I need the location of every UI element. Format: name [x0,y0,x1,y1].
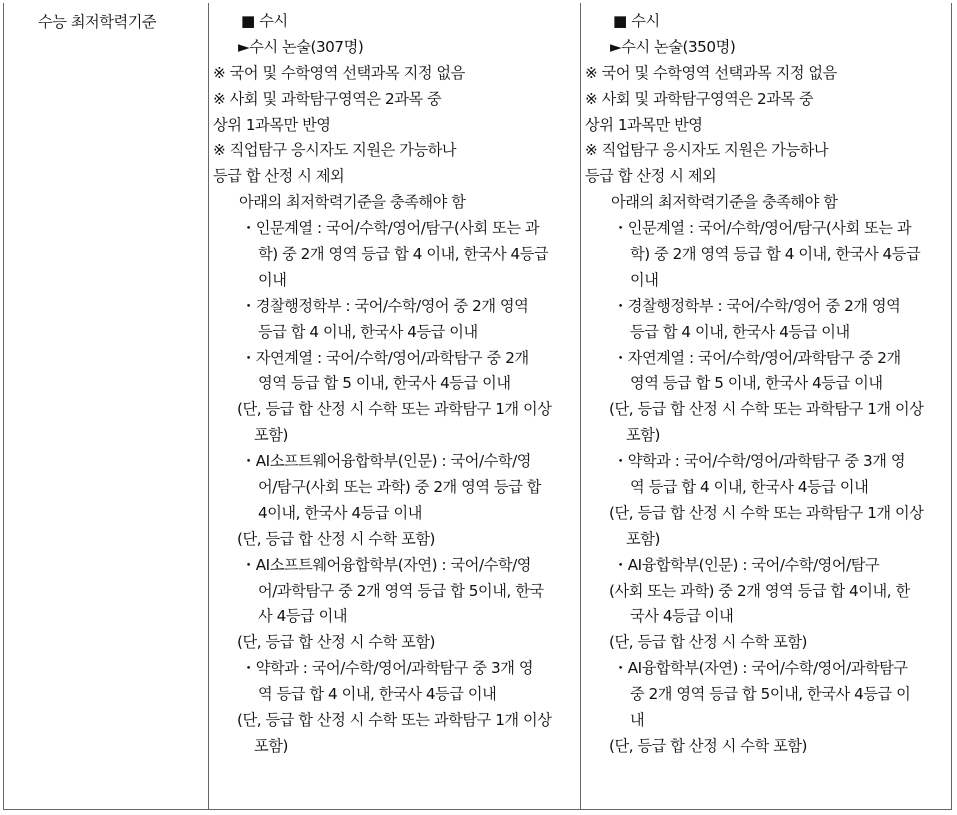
criteria-line: ・인문계열 : 국어/수학/영어/탐구(사회 또는 과 [241,219,540,238]
criteria-line: ►수시 논술(307명) [238,37,364,56]
criteria-line: ・AI융합학부(인문) : 국어/수학/영어/탐구 [613,555,880,574]
criteria-line: ※ 사회 및 과학탐구영역은 2과목 중 [585,89,814,108]
criteria-lines-left [212,9,576,760]
criteria-line: 아래의 최저학력기준을 충족해야 함 [239,193,466,212]
criteria-line: ・AI소프트웨어융합학부(자연) : 국어/수학/영 [241,555,531,574]
criteria-line: 등급 합 4 이내, 한국사 4등급 이내 [630,322,850,341]
criteria-line: (단, 등급 합 산정 시 수학 또는 과학탐구 1개 이상 [237,711,552,730]
criteria-line: 중 2개 영역 등급 합 5이내, 한국사 4등급 이 [630,685,911,704]
criteria-line: ※ 국어 및 수학영역 선택과목 지정 없음 [585,63,837,82]
criteria-line: 내 [630,711,645,730]
criteria-line: 등급 합 산정 시 제외 [585,167,717,186]
criteria-line: ・약학과 : 국어/수학/영어/과학탐구 중 3개 영 [241,659,534,678]
criteria-line: (사회 또는 과학) 중 2개 영역 등급 합 4이내, 한 [609,581,910,600]
criteria-line: ※ 직업탐구 응시자도 지원은 가능하나 [213,141,457,160]
criteria-line: 포함) [254,736,288,755]
row-label: 수능 최저학력기준 [38,13,157,31]
criteria-line: 상위 1과목만 반영 [213,115,331,134]
criteria-line: ■ 수시 [241,12,288,30]
criteria-line: ※ 국어 및 수학영역 선택과목 지정 없음 [213,63,465,82]
criteria-line: (단, 등급 합 산정 시 수학 또는 과학탐구 1개 이상 [609,400,924,419]
criteria-line: ・약학과 : 국어/수학/영어/과학탐구 중 3개 영 [613,452,906,471]
criteria-line: 상위 1과목만 반영 [585,115,703,134]
label-cell [4,3,209,809]
criteria-cell-right [581,3,951,809]
admission-criteria-table [3,3,952,810]
criteria-line: 역 등급 합 4 이내, 한국사 4등급 이내 [258,685,497,704]
criteria-line: 이내 [258,270,287,289]
criteria-line: 어/탐구(사회 또는 과학) 중 2개 영역 등급 합 [258,478,542,497]
criteria-line: 포함) [626,529,660,548]
criteria-line: ・AI소프트웨어융합학부(인문) : 국어/수학/영 [241,452,531,471]
criteria-line: 등급 합 4 이내, 한국사 4등급 이내 [258,322,478,341]
criteria-line: 학) 중 2개 영역 등급 합 4 이내, 한국사 4등급 [258,245,549,264]
criteria-line: ・인문계열 : 국어/수학/영어/탐구(사회 또는 과 [613,219,912,238]
criteria-line: ・경찰행정학부 : 국어/수학/영어 중 2개 영역 [241,296,529,315]
criteria-line: ※ 사회 및 과학탐구영역은 2과목 중 [213,89,442,108]
criteria-line: 4이내, 한국사 4등급 이내 [258,503,422,522]
criteria-cell-left [209,3,581,809]
criteria-line: 이내 [630,270,659,289]
criteria-line: 국사 4등급 이내 [630,607,734,626]
criteria-line: ►수시 논술(350명) [610,37,736,56]
criteria-line: 역 등급 합 4 이내, 한국사 4등급 이내 [630,478,869,497]
criteria-line: 영역 등급 합 5 이내, 한국사 4등급 이내 [258,374,511,393]
criteria-line: 등급 합 산정 시 제외 [213,167,345,186]
criteria-line: 학) 중 2개 영역 등급 합 4 이내, 한국사 4등급 [630,245,921,264]
criteria-lines-right [584,9,947,760]
criteria-line: (단, 등급 합 산정 시 수학 포함) [609,736,808,755]
criteria-line: ・AI융합학부(자연) : 국어/수학/영어/과학탐구 [613,659,908,678]
criteria-line: (단, 등급 합 산정 시 수학 포함) [237,633,436,652]
criteria-line: 포함) [254,426,288,445]
criteria-line: ・자연계열 : 국어/수학/영어/과학탐구 중 2개 [241,348,529,367]
criteria-line: ※ 직업탐구 응시자도 지원은 가능하나 [585,141,829,160]
criteria-line: (단, 등급 합 산정 시 수학 포함) [237,529,436,548]
criteria-line: ・자연계열 : 국어/수학/영어/과학탐구 중 2개 [613,348,901,367]
criteria-line: 사 4등급 이내 [258,607,348,626]
criteria-line: 어/과학탐구 중 2개 영역 등급 합 5이내, 한국 [258,581,544,600]
criteria-line: 아래의 최저학력기준을 충족해야 함 [611,193,838,212]
criteria-line: ・경찰행정학부 : 국어/수학/영어 중 2개 영역 [613,296,901,315]
criteria-line: (단, 등급 합 산정 시 수학 또는 과학탐구 1개 이상 [237,400,552,419]
criteria-line: 영역 등급 합 5 이내, 한국사 4등급 이내 [630,374,883,393]
criteria-line: 포함) [626,426,660,445]
criteria-line: ■ 수시 [613,12,660,30]
criteria-line: (단, 등급 합 산정 시 수학 포함) [609,633,808,652]
criteria-line: (단, 등급 합 산정 시 수학 또는 과학탐구 1개 이상 [609,503,924,522]
